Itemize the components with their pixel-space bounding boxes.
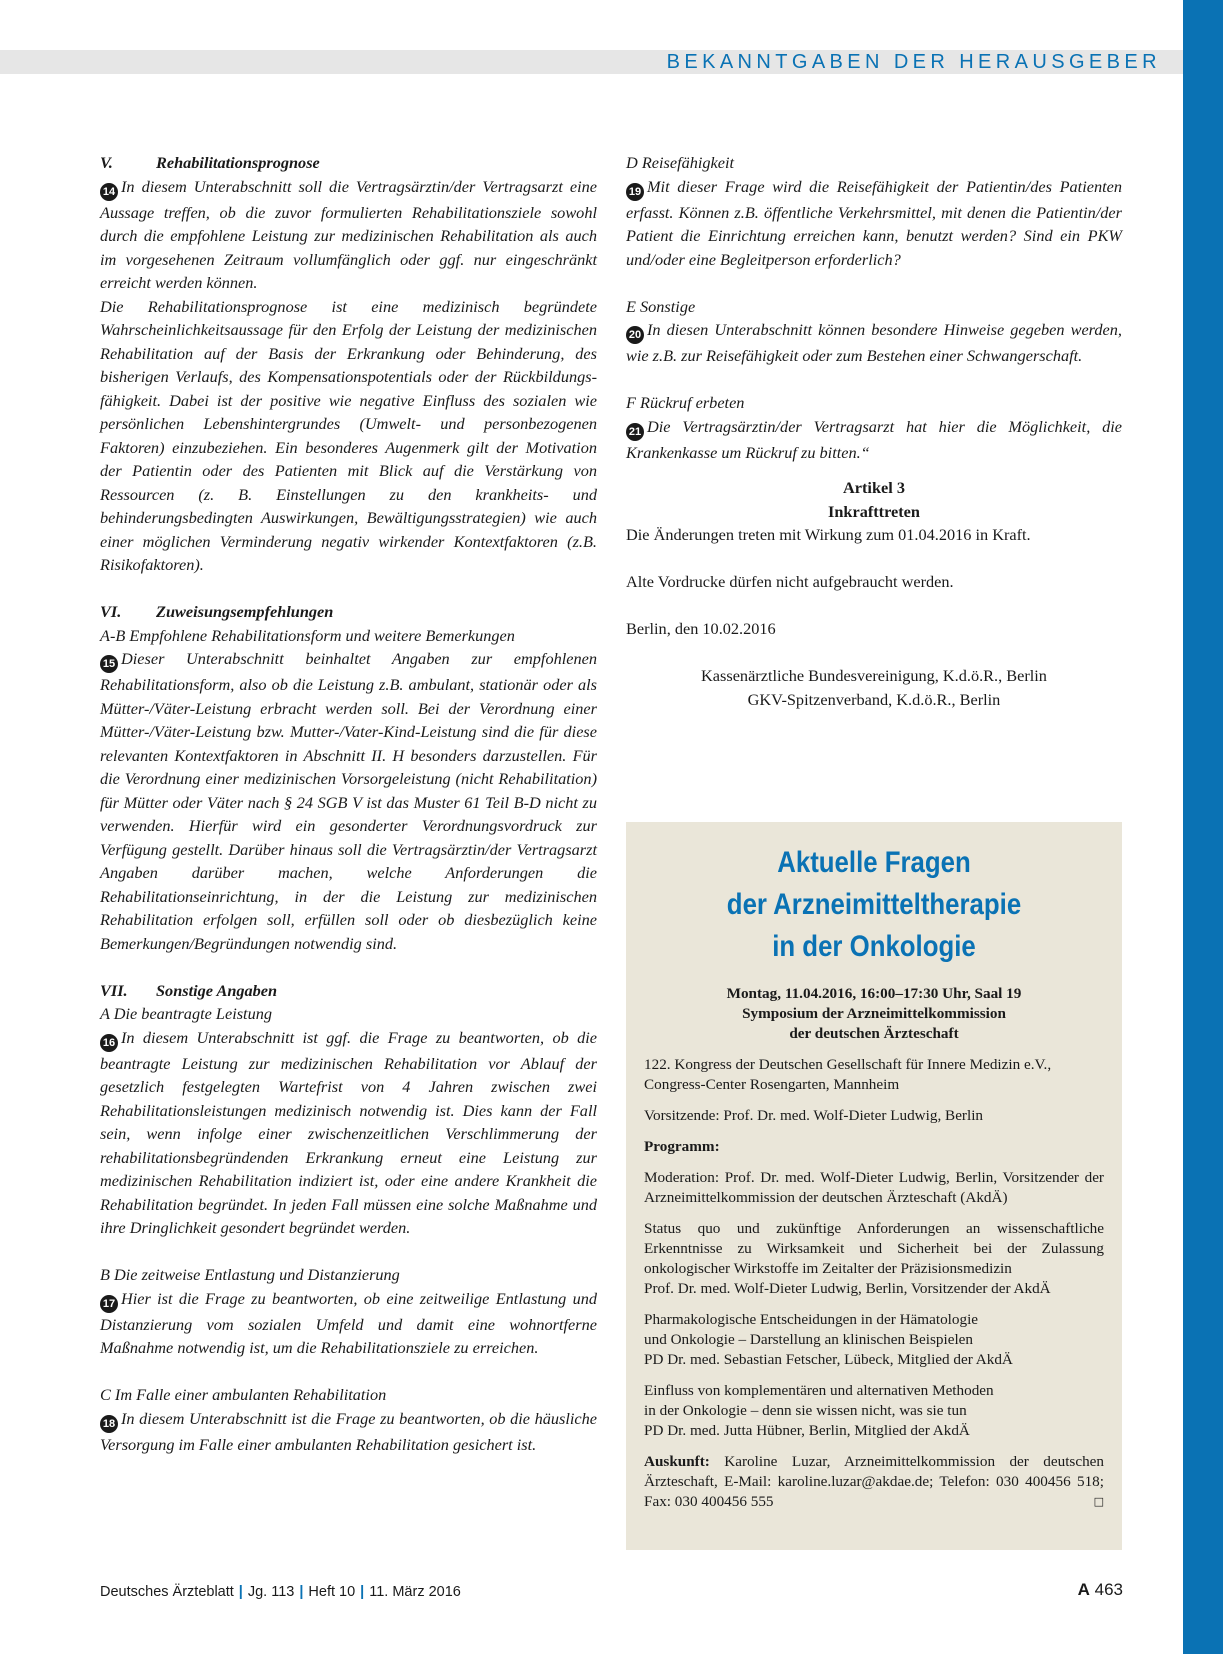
event-name-line: der deutschen Ärzteschaft: [789, 1025, 959, 1042]
place-date: Berlin, den 10.02.2016: [626, 619, 776, 638]
left-column: [100, 151, 597, 1456]
talk-speaker: PD Dr. med. Sebastian Fetscher, Lübeck, Mitglied der AkdÄ: [644, 1351, 1013, 1368]
box-title-line: Aktuelle Fragen: [777, 846, 971, 879]
side-color-bar: [1183, 0, 1223, 1654]
talk-2: [644, 1310, 1104, 1370]
page-footer: [100, 1584, 461, 1600]
paragraph-text: In diesem Unterabschnitt ist die Frage zu beantworten, ob die häusliche Versorgung im Falle einer ambulanten Rehabilitation gesichert ist.: [100, 1408, 597, 1454]
subsection-heading-a: A Die beantragte Leistung: [100, 1004, 272, 1023]
section-number: VII.: [100, 980, 128, 1000]
page-prefix: A: [1077, 1580, 1090, 1599]
talk-title: Pharmakologische Entscheidungen in der Hämatologie: [644, 1311, 979, 1328]
section-title: Zuweisungsempfehlungen: [156, 602, 334, 621]
number-badge-icon: 16: [100, 1034, 118, 1052]
subsection-heading-d: D Reisefähigkeit: [626, 153, 735, 172]
paragraph-text: Hier ist die Frage zu beantworten, ob eine zeitweilige Entlastung und Distanzierung vom sozialen Umfeld und damit eine wohnortferne Maßnahme notwendig ist, um die Rehabilitationsziele zu erreichen.: [100, 1288, 597, 1357]
footer-separator: |: [238, 1584, 243, 1600]
article-text: Die Änderungen treten mit Wirkung zum 01.04.2016 in Kraft.: [626, 525, 1031, 544]
paragraph-20: [626, 318, 1122, 368]
paragraph-text: In diesen Unterabschnitt können besondere Hinweise gegeben werden, wie z.B. zur Reisefähigkeit oder zum Bestehen einer Schwangerschaft.: [626, 320, 1122, 365]
journal-name: Deutsches Ärzteblatt: [100, 1584, 234, 1600]
box-body: [626, 1055, 1122, 1512]
paragraph-16: [100, 1026, 597, 1240]
number-badge-icon: 20: [626, 326, 644, 344]
contact-text: Karoline Luzar, Arzneimittelkommission der deutschen Ärzteschaft, E-Mail: karoline.luzar@akdae.de; Telefon: 030 400456 518; Fax: 030 400456 555: [644, 1453, 1105, 1510]
paragraph-14: [100, 175, 597, 295]
box-title: [661, 842, 1088, 968]
old-forms-note: Alte Vordrucke dürfen nicht aufgebraucht werden.: [626, 572, 954, 591]
subsection-heading-e: E Sonstige: [626, 296, 696, 316]
talk-speaker: PD Dr. med. Jutta Hübner, Berlin, Mitglied der AkdÄ: [644, 1422, 970, 1439]
page-number-value: 463: [1094, 1580, 1123, 1599]
congress-line: Congress-Center Rosengarten, Mannheim: [644, 1076, 900, 1093]
symposium-announcement-box: [626, 822, 1122, 1550]
section-header-title: BEKANNTGABEN DER HERAUSGEBER: [666, 51, 1161, 73]
number-badge-icon: 15: [100, 655, 118, 673]
box-title-line: der Arzneimitteltherapie: [726, 888, 1022, 921]
talk-title: in der Onkologie – denn sie wissen nicht, was sie tun: [644, 1402, 967, 1419]
subsection-heading-ab: A-B Empfohlene Rehabilitationsform und weitere Bemerkungen: [100, 625, 515, 645]
paragraph-18: [100, 1407, 597, 1457]
paragraph-text: In diesem Unterabschnitt soll die Vertragsärztin/der Vertragsarzt eine Aussage treffen, ob die zuvor formulierten Rehabilitationsziele sowohl durch die empfohlene Leistung zur medizinischen Rehabilitation als auch im vorgesehenen Zeitraum vollumfänglich oder ggf. nur eingeschränkt erreicht werden können.: [100, 176, 597, 292]
box-title-line: in der Onkologie: [772, 930, 976, 963]
talk-speaker: Prof. Dr. med. Wolf-Dieter Ludwig, Berlin, Vorsitzender der AkdÄ: [644, 1280, 1051, 1297]
program-heading: Programm:: [644, 1138, 720, 1155]
article-subtitle: Inkrafttreten: [828, 501, 920, 521]
box-subtitle: [626, 984, 1122, 1044]
signature-kbv: Kassenärztliche Bundesvereinigung, K.d.ö.R., Berlin: [701, 666, 1047, 685]
paragraph-14b: Die Rehabilitationsprognose ist eine medizinisch begründete Wahrscheinlichkeitsaussage für den Erfolg der Leistung der medizinischen Rehabilitation auf der Basis der Erkrankung oder Behinderung, des bisherigen Verlaufs, des Kompensationspotentials oder der Rückbildungs-fähigkeit. Dabei ist der positive wie negative Einfluss des sozialen wie persönlichen Lebenshintergrundes (Umwelt- und personbezogenen Faktoren) einzubeziehen. Ein besonderes Augenmerk gilt der Motivation der Patientin oder des Patienten mit Blick auf die Verstärkung von Ressourcen (z. B. Einstellungen zu den krankheits- und behinderungsbedingten Auswirkungen, Bewältigungsstrategien) wie auch einer möglichen Verminderung negativ wirkender Kontextfaktoren (z.B. Risikofaktoren).: [100, 296, 597, 574]
section-heading-vii: [100, 979, 597, 1003]
section-heading-v: [100, 151, 597, 175]
number-badge-icon: 19: [626, 183, 644, 201]
section-heading-vi: [100, 600, 597, 624]
talk-3: [644, 1381, 1104, 1441]
subsection-heading-f: F Rückruf erbeten: [626, 393, 745, 412]
page-number: [1078, 1580, 1123, 1600]
number-badge-icon: 14: [100, 183, 118, 201]
congress-info: [644, 1055, 1104, 1095]
end-mark-icon: □: [1093, 1495, 1104, 1508]
footer-separator: |: [299, 1584, 304, 1600]
signature-gkv: GKV-Spitzenverband, K.d.ö.R., Berlin: [747, 689, 1001, 709]
number-badge-icon: 18: [100, 1415, 118, 1433]
subsection-heading-b: B Die zeitweise Entlastung und Distanzierung: [100, 1265, 400, 1284]
chair-info: Vorsitzende: Prof. Dr. med. Wolf-Dieter Ludwig, Berlin: [644, 1107, 984, 1124]
paragraph-19: [626, 175, 1122, 272]
congress-line: 122. Kongress der Deutschen Gesellschaft für Innere Medizin e.V.,: [644, 1056, 1052, 1073]
talk-title: Einfluss von komplementären und alternativen Methoden: [644, 1382, 994, 1399]
number-badge-icon: 21: [626, 423, 644, 441]
section-title: Rehabilitationsprognose: [156, 153, 320, 172]
journal-issue: Heft 10: [308, 1584, 356, 1600]
talk-title: Status quo und zukünftige Anforderungen an wissenschaftliche Erkenntnisse zu Wirksamkeit und Sicherheit bei der Zulassung onkologischer Wirkstoffe im Zeitalter der Präzisionsmedizin: [644, 1220, 1104, 1277]
paragraph-text: In diesem Unterabschnitt ist ggf. die Frage zu beantworten, ob die beantragte Leistung zur medizinischen Rehabilitation vor Ablauf der gesetzlich festgelegten Wartefrist von 4 Jahren zwischen zwei Rehabilitationsleistungen medizinisch notwendig ist. Dies kann der Fall sein, wenn infolge einer zwischenzeitlichen Verschlimmerung der rehabilitationsbegründenden Erkrankung erneut eine Leistung zur medizinischen Rehabilitation indiziert ist, oder eine andere Krankheit die Rehabilitation begründet. In jeden Fall müssen eine solche Maßnahme und ihre Dringlichkeit gesondert begründet werden.: [100, 1027, 597, 1237]
event-date-time: Montag, 11.04.2016, 16:00–17:30 Uhr, Saal 19: [726, 985, 1022, 1002]
paragraph-text: Die Vertragsärztin/der Vertragsarzt hat hier die Möglichkeit, die Krankenkasse um Rückruf zu bitten.“: [626, 416, 1122, 462]
section-title: Sonstige Angaben: [156, 980, 278, 1000]
event-name-line: Symposium der Arzneimittelkommission: [742, 1005, 1006, 1022]
journal-volume: Jg. 113: [247, 1584, 295, 1600]
paragraph-text: Mit dieser Frage wird die Reisefähigkeit der Patientin/des Patienten erfasst. Können z.B. öffentliche Verkehrsmittel, mit denen die Patientin/der Patient die Einrichtung erreichen kann, benutzt werden? Sind ein PKW und/oder eine Begleitperson erforderlich?: [626, 176, 1122, 269]
section-number: V.: [100, 153, 113, 172]
contact-info: [644, 1452, 1104, 1512]
article-title: Artikel 3: [843, 478, 905, 497]
paragraph-21: [626, 415, 1122, 465]
footer-separator: |: [360, 1584, 365, 1600]
paragraph-15: [100, 647, 597, 955]
journal-date: 11. März 2016: [369, 1584, 461, 1600]
contact-label: Auskunft:: [644, 1453, 710, 1470]
talk-1: [644, 1219, 1104, 1299]
section-number: VI.: [100, 602, 122, 621]
talk-title: und Onkologie – Darstellung an klinischen Beispielen: [644, 1331, 974, 1348]
moderation-info: Moderation: Prof. Dr. med. Wolf-Dieter Ludwig, Berlin, Vorsitzender der Arzneimittelkommission der deutschen Ärzteschaft (AkdÄ): [644, 1169, 1104, 1206]
right-column: [626, 151, 1122, 711]
number-badge-icon: 17: [100, 1295, 118, 1313]
subsection-heading-c: C Im Falle einer ambulanten Rehabilitation: [100, 1385, 387, 1404]
paragraph-text: Dieser Unterabschnitt beinhaltet Angaben zur empfohlenen Rehabilitationsform, also ob die Leistung z.B. ambulant, stationär oder als Mütter-/Väter-Leistung erbracht werden soll. Bei der Verordnung einer Mütter-/Väter-Leistung bzw. Mutter-/Vater-Kind-Leistung sind die für diese relevanten Kontextfaktoren in Abschnitt II. H besonders darzustellen. Für die Verordnung einer medizinischen Vorsorgeleistung (nicht Rehabilitation) für Mütter oder Väter nach § 24 SGB V ist das Muster 61 Teil B-D nicht zu verwenden. Hierfür wird ein gesonderter Verordnungsvordruck zur Verfügung gestellt. Darüber hinaus soll die Vertragsärztin/der Vertragsarzt Angaben darüber machen, welche Anforderungen die Rehabilitationseinrichtung, in der die Leistung zur medizinischen Rehabilitation erfolgen soll, erfüllen soll oder ob diesbezüglich keine Bemerkungen/Begründungen notwendig sind.: [100, 649, 597, 953]
paragraph-17: [100, 1287, 597, 1360]
